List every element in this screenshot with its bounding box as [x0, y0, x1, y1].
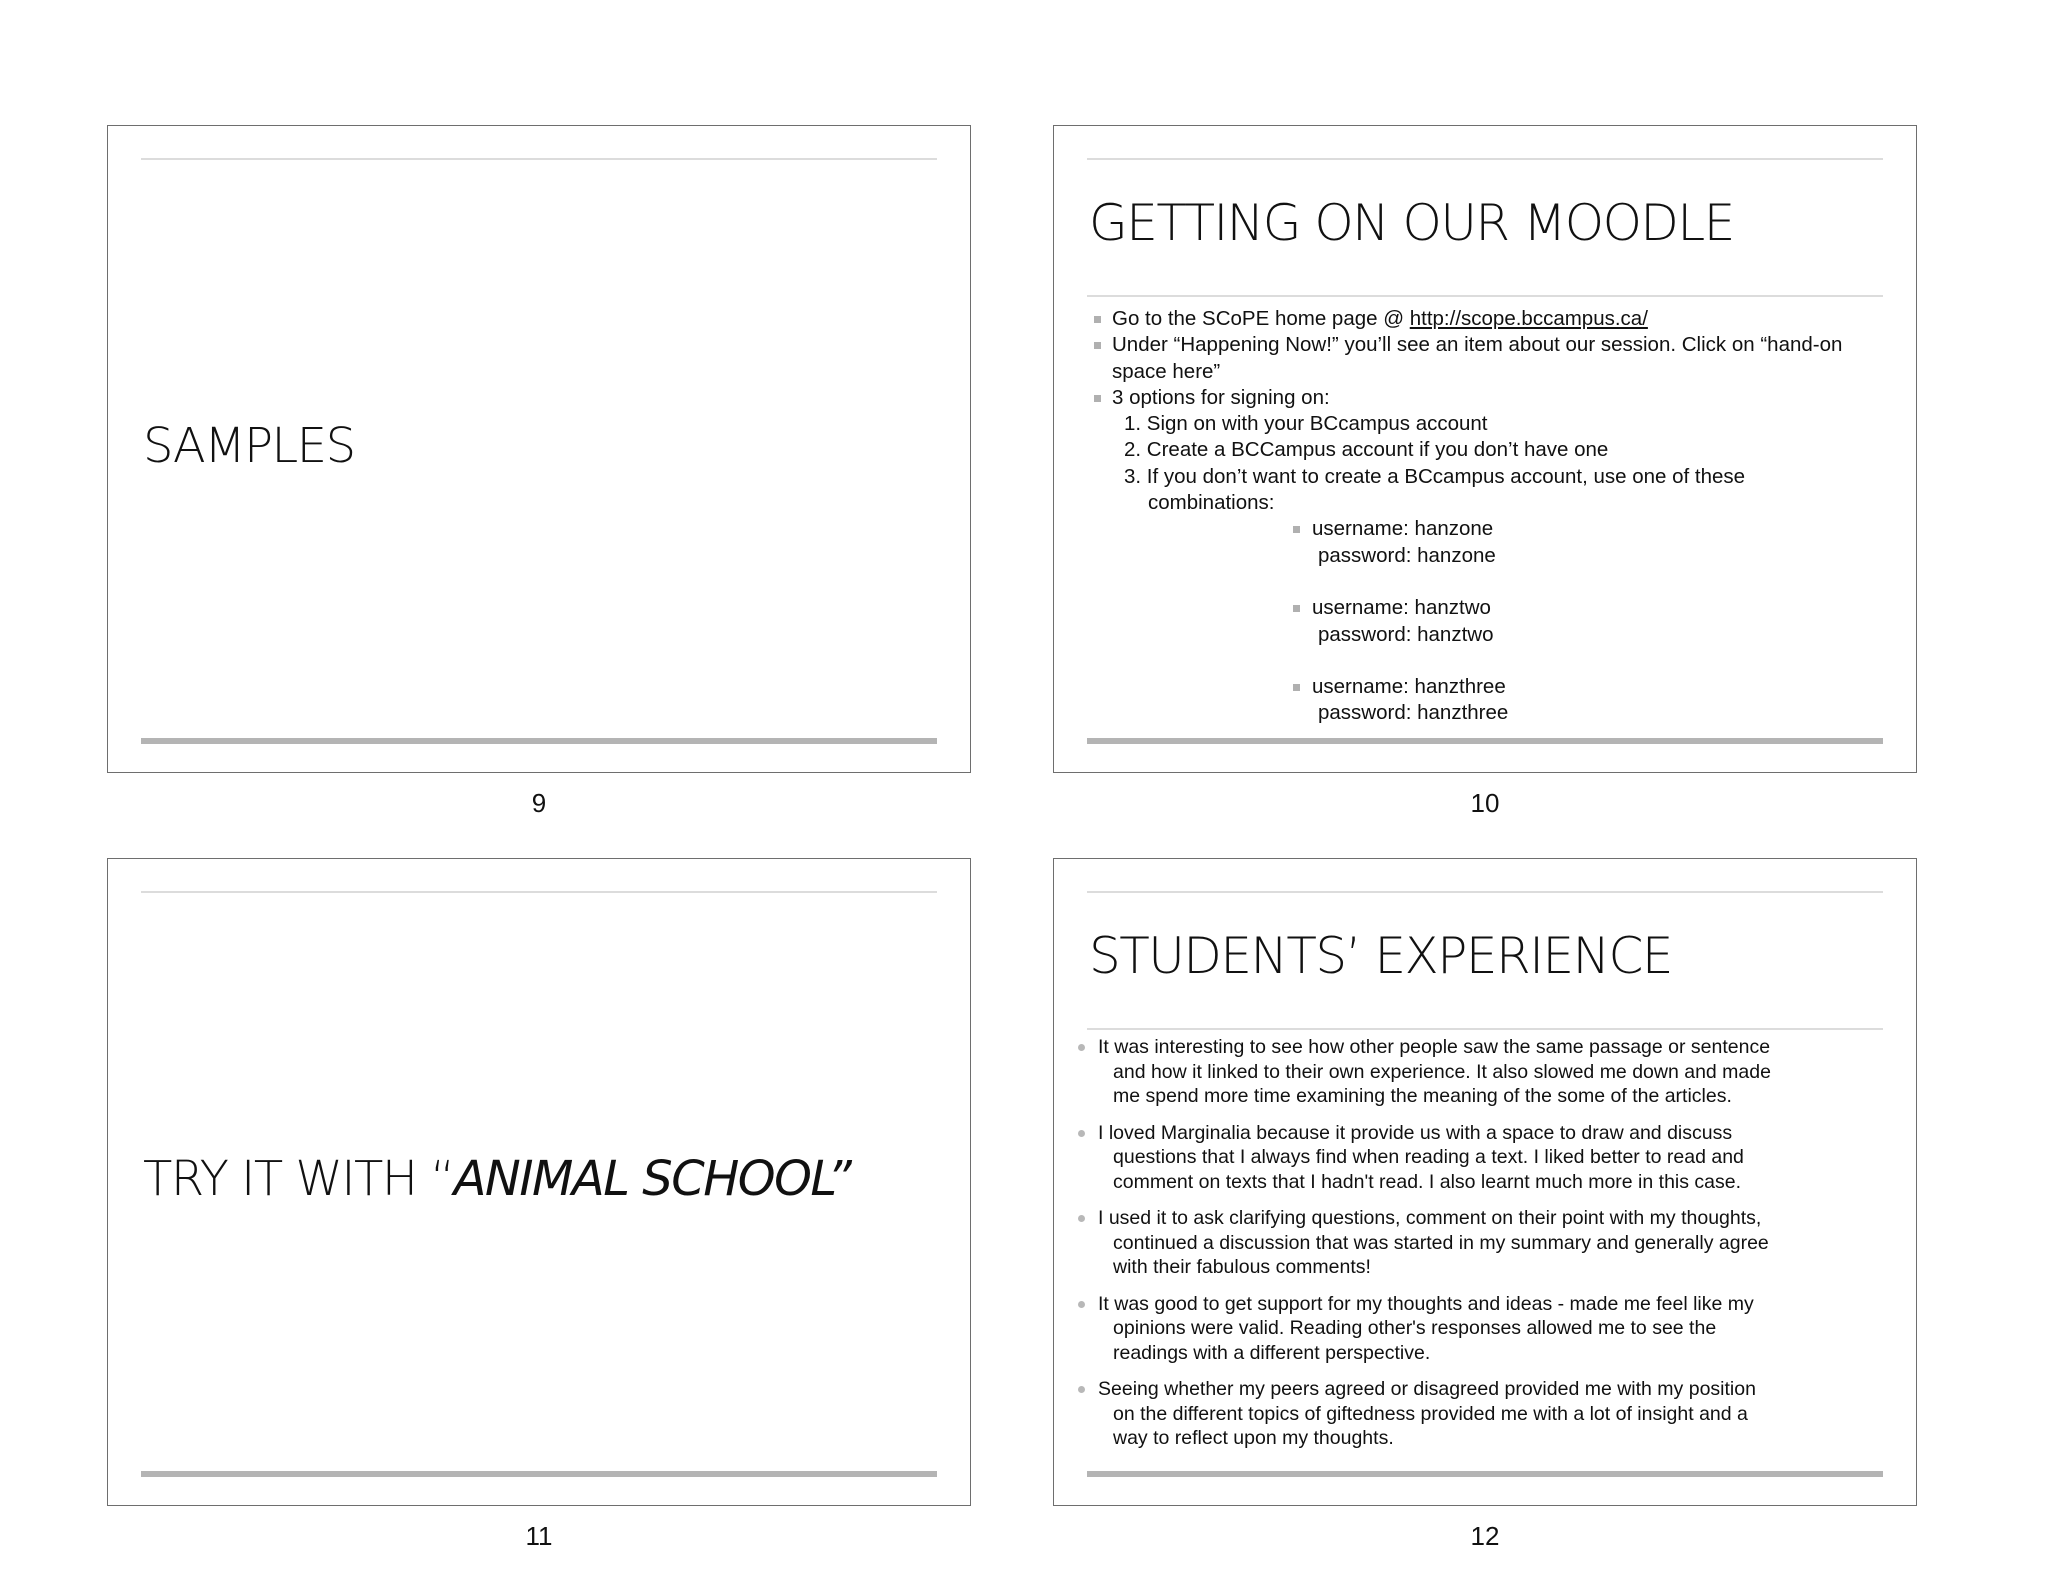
- slide-body: [1092, 306, 1892, 727]
- quote-line: way to reflect upon my thoughts.: [1113, 1427, 1394, 1449]
- quote-line: continued a discussion that was started in my summary and generally agree: [1113, 1231, 1769, 1254]
- quote-line: comment on texts that I hadn't read. I also learnt much more in this case.: [1113, 1170, 1742, 1193]
- slide-title: STUDENTS’ EXPERIENCE: [1089, 927, 1673, 985]
- account-username: username: hanzthree: [1092, 674, 1892, 700]
- quote-line: It was interesting to see how other people saw the same passage or sentence: [1098, 1036, 1771, 1058]
- list-item: [1092, 306, 1892, 332]
- quote-line: on the different topics of giftedness provided me with a lot of insight and a: [1113, 1402, 1748, 1425]
- slide-top-rule: [1087, 158, 1883, 160]
- option-item: 1. Sign on with your BCcampus account: [1124, 412, 1488, 436]
- quote-line: me spend more time examining the meaning of the some of the articles.: [1113, 1085, 1732, 1107]
- page-number: 12: [1470, 1521, 1500, 1551]
- student-quote: [1076, 1121, 1876, 1195]
- page-number: 9: [531, 788, 547, 818]
- quote-line: questions that I always find when reading a text. I liked better to read and: [1113, 1146, 1744, 1168]
- slide-body: [1076, 1035, 1876, 1463]
- slide-bottom-rule: [141, 738, 937, 744]
- slide-10: [1053, 125, 1917, 773]
- page-number: 10: [1470, 788, 1500, 818]
- option-item: 2. Create a BCCampus account if you don’t have one: [1124, 438, 1609, 462]
- page-number: 11: [525, 1521, 553, 1551]
- bullet-text: Go to the SCoPE home page @: [1112, 307, 1410, 330]
- bullet-text: Under “Happening Now!” you’ll see an item about our session. Click on “hand-on: [1112, 333, 1843, 357]
- student-quote: [1076, 1206, 1876, 1280]
- quote-line: readings with a different perspective.: [1113, 1341, 1431, 1364]
- account-password: password: hanzthree: [1318, 701, 1509, 725]
- title-plain: TRY IT WITH “: [143, 1151, 454, 1207]
- slide-title: SAMPLES: [143, 418, 355, 474]
- slide-12: [1053, 858, 1917, 1506]
- title-italic: ANIMAL SCHOOL”: [453, 1151, 851, 1207]
- option-item: 3. If you don’t want to create a BCcampus account, use one of these: [1124, 464, 1746, 488]
- slide-title: GETTING ON OUR MOODLE: [1089, 194, 1734, 252]
- title-divider: [1087, 295, 1883, 297]
- slide-top-rule: [141, 158, 937, 160]
- quote-line: opinions were valid. Reading other's responses allowed me to see the: [1113, 1317, 1717, 1339]
- student-quote: [1076, 1035, 1876, 1109]
- slide-top-rule: [141, 891, 937, 893]
- quote-line: I loved Marginalia because it provide us with a space to draw and discuss: [1098, 1121, 1733, 1144]
- bullet-text-continued: space here”: [1112, 359, 1221, 383]
- quote-line: with their fabulous comments!: [1113, 1256, 1371, 1278]
- title-divider: [1087, 1028, 1883, 1030]
- quote-line: Seeing whether my peers agreed or disagreed provided me with my position: [1098, 1378, 1756, 1400]
- list-item: [1092, 332, 1892, 358]
- slide-top-rule: [1087, 891, 1883, 893]
- student-quote: [1076, 1292, 1876, 1366]
- quote-line: It was good to get support for my thoughts and ideas - made me feel like my: [1098, 1292, 1754, 1315]
- account-password: password: hanztwo: [1318, 622, 1494, 646]
- slide-bottom-rule: [1087, 738, 1883, 744]
- scope-home-link[interactable]: http://scope.bccampus.ca/: [1409, 307, 1648, 330]
- list-item: 3 options for signing on:: [1092, 385, 1892, 411]
- slide-bottom-rule: [141, 1471, 937, 1477]
- quote-line: I used it to ask clarifying questions, comment on their point with my thoughts,: [1098, 1207, 1762, 1229]
- student-quote: [1076, 1377, 1876, 1451]
- quote-line: and how it linked to their own experience. It also slowed me down and made: [1113, 1060, 1771, 1083]
- slide-9: [107, 125, 971, 773]
- slide-bottom-rule: [1087, 1471, 1883, 1477]
- account-username: username: hanzone: [1092, 516, 1892, 542]
- account-username: username: hanztwo: [1092, 595, 1892, 621]
- account-password: password: hanzone: [1318, 543, 1496, 567]
- option-item-continued: combinations:: [1148, 491, 1275, 515]
- slide-title: [143, 1151, 850, 1207]
- slide-11: [107, 858, 971, 1506]
